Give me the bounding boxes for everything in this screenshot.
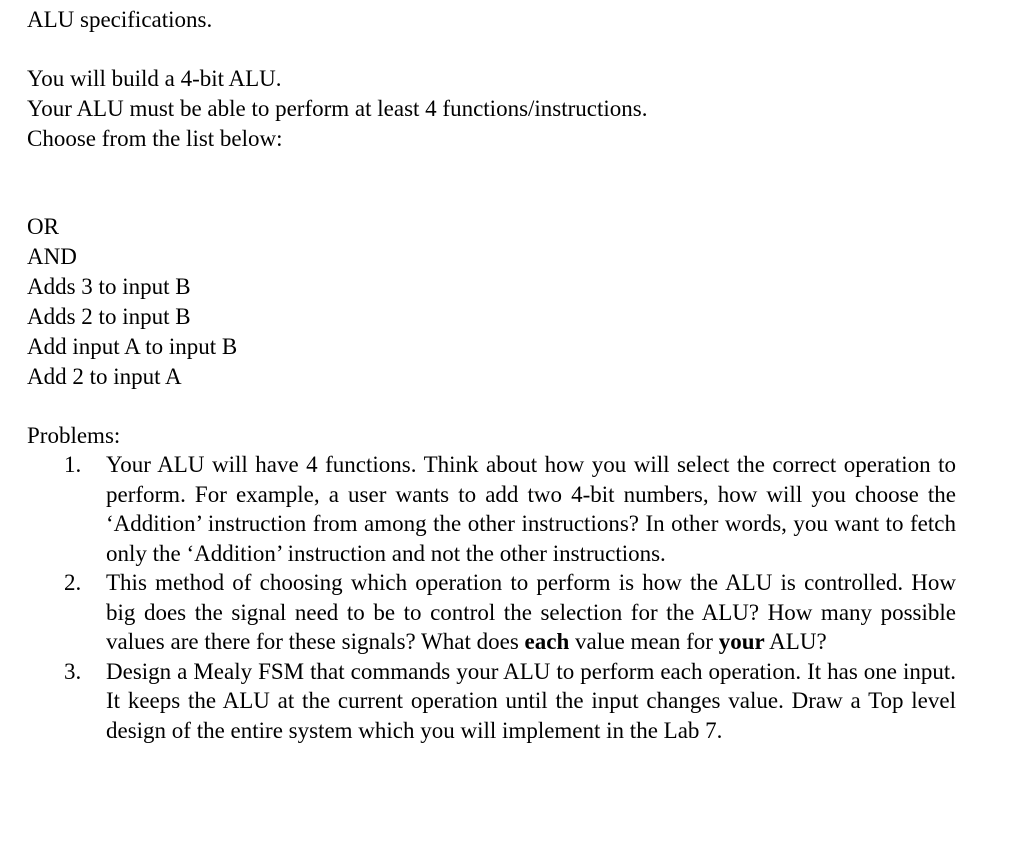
emphasis-each: each <box>524 629 570 654</box>
function-item-add2-b: Adds 2 to input B <box>27 304 191 329</box>
problem-number: 2. <box>64 570 82 595</box>
problems-heading: Problems: <box>27 423 121 448</box>
function-item-add2-a: Add 2 to input A <box>27 364 182 389</box>
function-item-and: AND <box>27 244 77 269</box>
document-title: ALU specifications. <box>27 7 213 32</box>
problem-item <box>64 568 956 657</box>
function-item-add3-b: Adds 3 to input B <box>27 274 191 299</box>
problem-text-part: ALU? <box>764 629 827 654</box>
problem-number: 1. <box>64 452 82 477</box>
function-item-add-a-b: Add input A to input B <box>27 334 238 359</box>
intro-line-1: You will build a 4-bit ALU. <box>27 66 282 91</box>
problem-item <box>64 657 956 746</box>
problem-number: 3. <box>64 658 82 684</box>
emphasis-your: your <box>718 629 765 654</box>
problem-text-part: value mean for <box>569 629 719 654</box>
problem-text-part: This method of choosing which operation to perform is how the ALU is controlled. How big does the signal need to be to control the selection for the ALU? How many possible values are there for these signals? What does <box>106 570 956 654</box>
intro-line-3: Choose from the list below: <box>27 126 283 151</box>
problems-list <box>64 450 956 745</box>
problem-item <box>64 450 956 568</box>
problem-text: Your ALU will have 4 functions. Think about how you will select the correct operation to perform. For example, a user wants to add two 4-bit numbers, how will you choose the ‘Addition’ instruction from among the other instructions? In other words, you want to fetch only the ‘Addition’ instruction and not the other instructions. <box>106 452 956 566</box>
function-item-or: OR <box>27 214 59 239</box>
problem-text <box>106 568 956 657</box>
problem-text: Design a Mealy FSM that commands your ALU to perform each operation. It has one input. It keeps the ALU at the current operation until the input changes value. Draw a Top level design of the entire system which you will implement in the Lab 7. <box>106 658 956 743</box>
intro-line-2: Your ALU must be able to perform at least 4 functions/instructions. <box>27 96 648 121</box>
